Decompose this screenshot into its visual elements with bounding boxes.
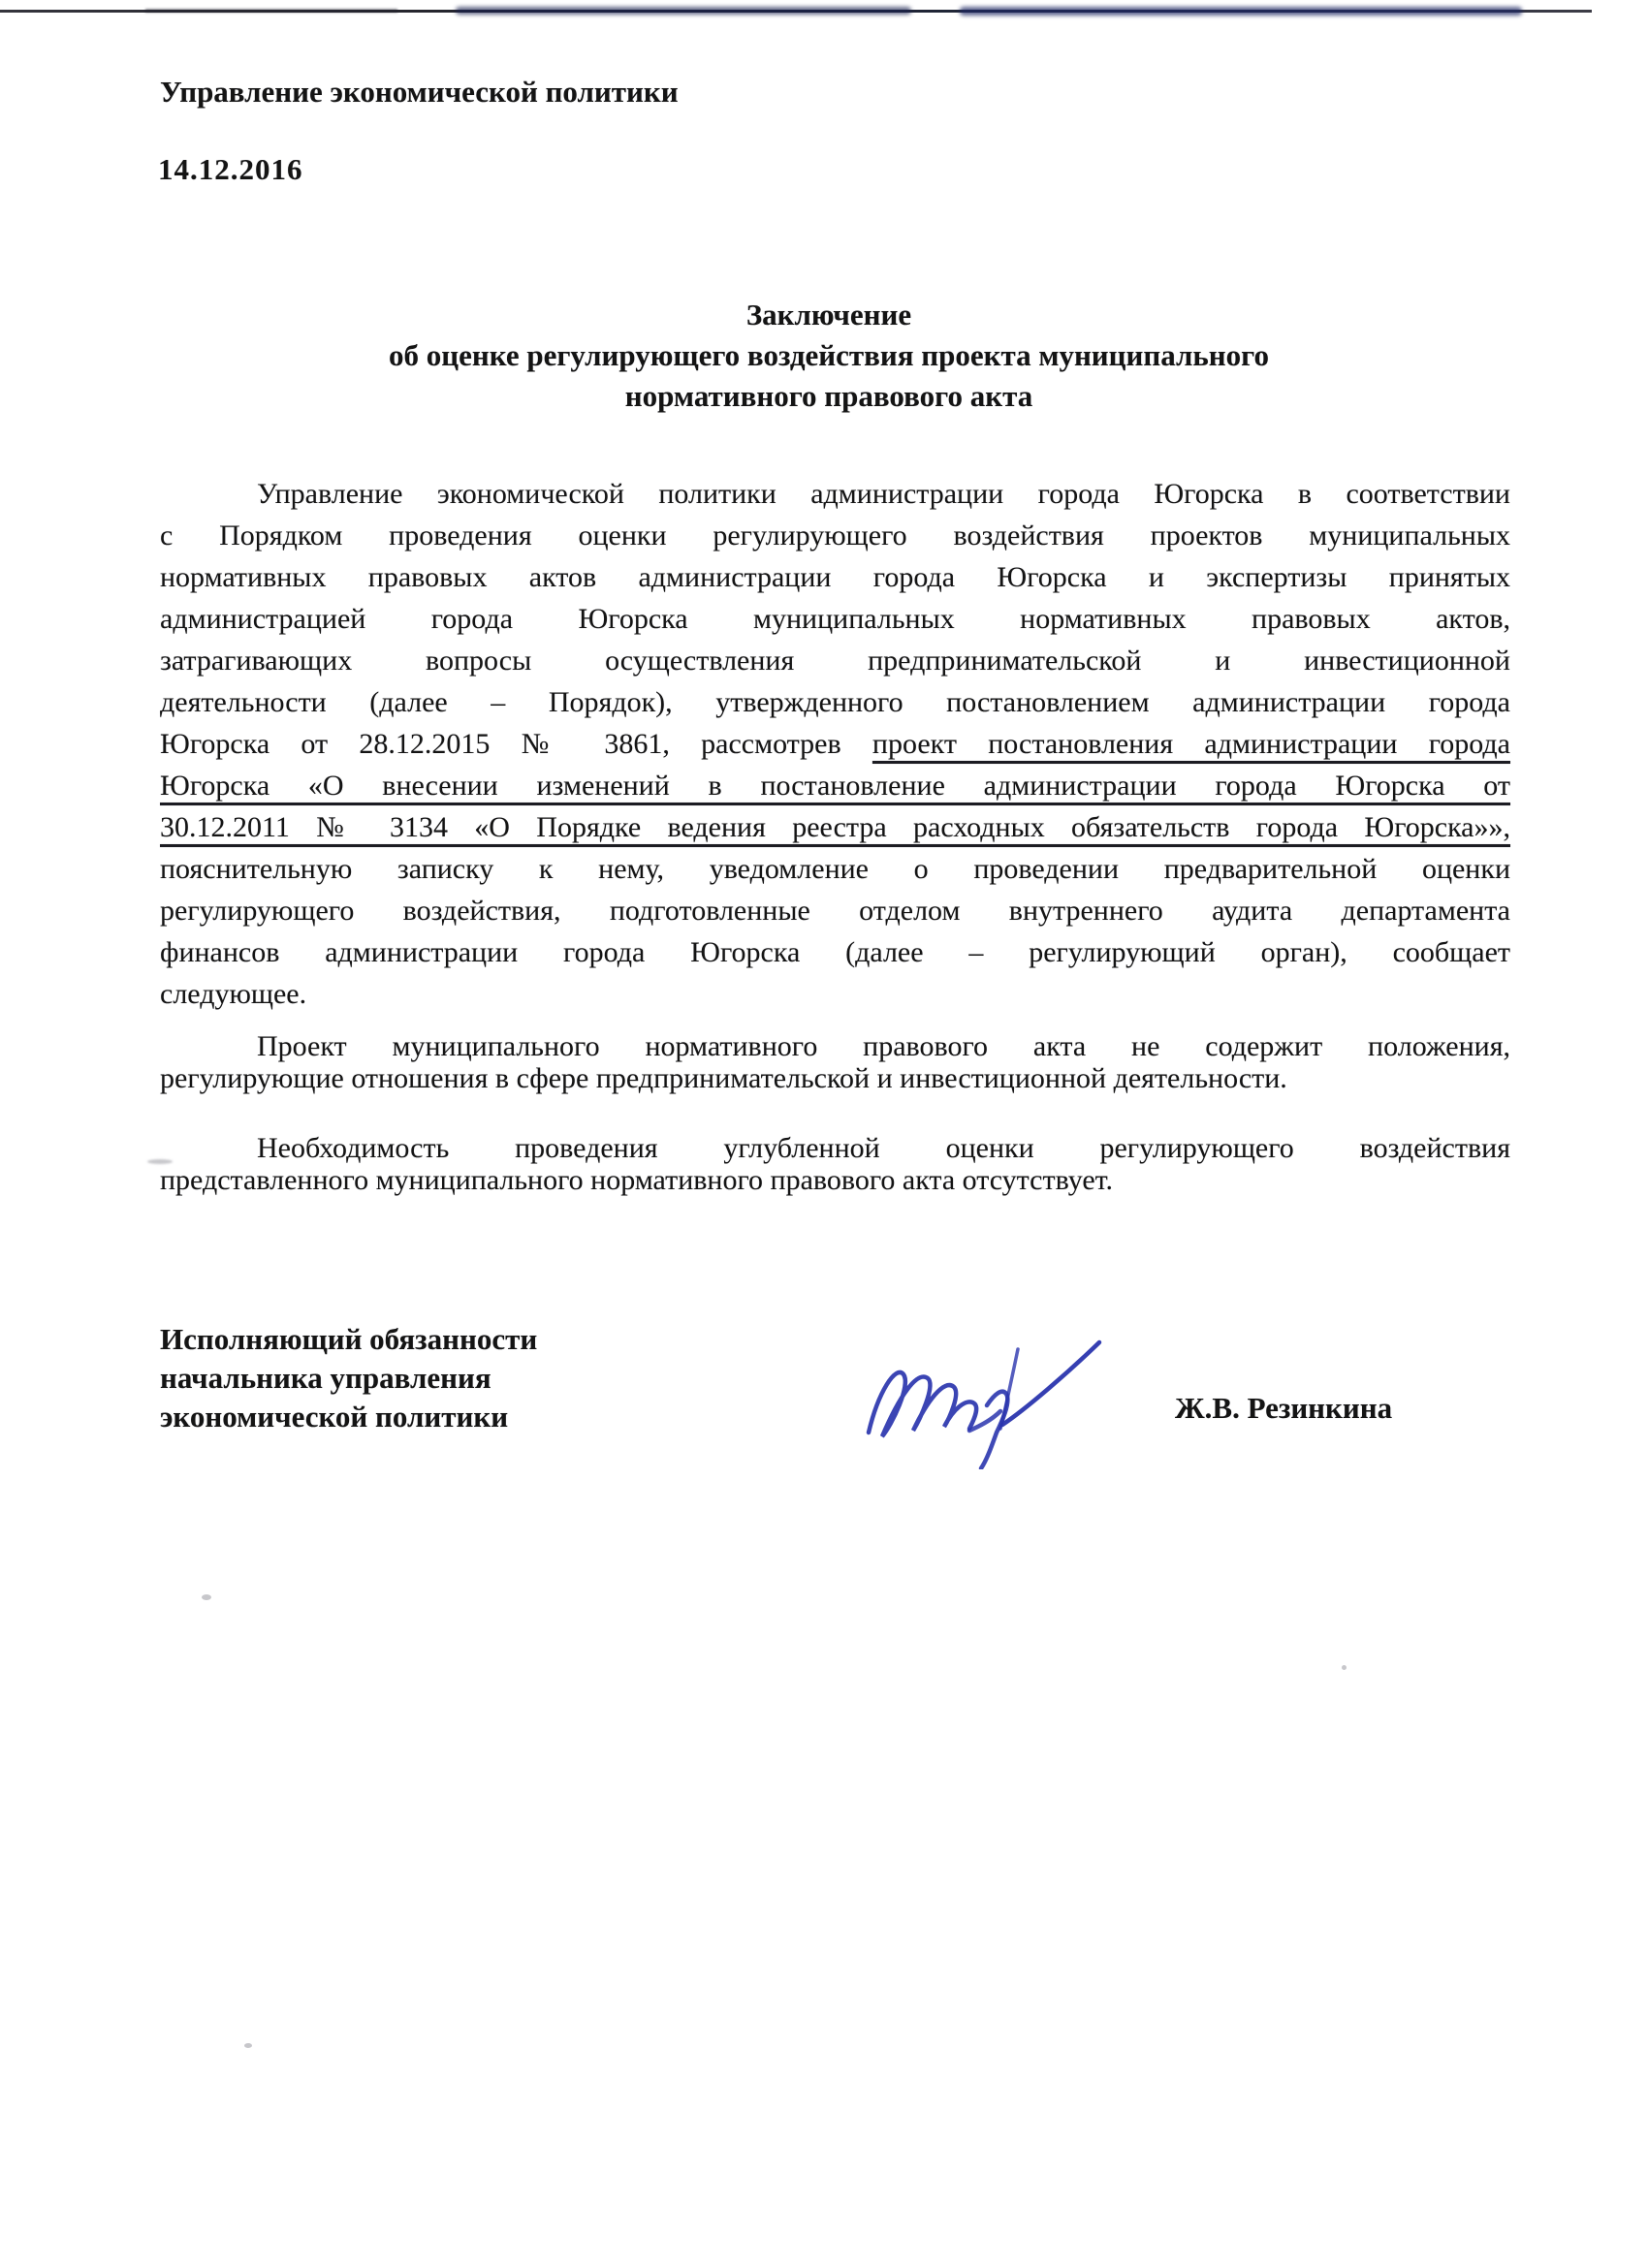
body-line: представленного муниципального нормативного правового акта отсутствует. xyxy=(160,1164,1113,1196)
body-line: финансов администрации города Югорска (далее – регулирующий орган), сообщает xyxy=(160,936,1510,968)
signatory-position xyxy=(160,1320,537,1436)
document-title xyxy=(150,295,1507,417)
title-line: об оценке регулирующего воздействия проекта муниципального xyxy=(389,338,1269,372)
signatory-name: Ж.В. Резинкина xyxy=(1175,1391,1393,1425)
body-line: затрагивающих вопросы осуществления предпринимательской и инвестиционной xyxy=(160,645,1510,677)
handwritten-signature xyxy=(855,1316,1112,1469)
body-line xyxy=(160,765,1510,806)
scan-artifact-smudge xyxy=(456,7,911,15)
body-line xyxy=(160,723,1510,765)
title-line: нормативного правового акта xyxy=(624,379,1033,413)
title-line: Заключение xyxy=(745,298,912,331)
body-line: пояснительную записку к нему, уведомление о проведении предварительной оценки xyxy=(160,853,1510,885)
signatory-position-line: Исполняющий обязанности xyxy=(160,1322,538,1356)
signatory-position-line: начальника управления xyxy=(160,1361,491,1395)
body-line: нормативных правовых актов администрации города Югорска и экспертизы принятых xyxy=(160,561,1510,593)
scan-artifact-smudge xyxy=(960,7,1522,16)
department-header: Управление экономической политики xyxy=(160,75,679,109)
body-line xyxy=(160,806,1510,848)
body-line: администрацией города Югорска муниципальных нормативных правовых актов, xyxy=(160,603,1510,635)
body-line: Проект муниципального нормативного правового акта не содержит положения, xyxy=(257,1030,1510,1062)
paragraph-conclusion-2 xyxy=(160,1132,1510,1196)
signatory-position-line: экономической политики xyxy=(160,1400,509,1433)
body-line: деятельности (далее – Порядок), утвержденного постановлением администрации города xyxy=(160,686,1510,718)
scan-speck xyxy=(202,1594,211,1600)
body-line: следующее. xyxy=(160,978,307,1010)
scan-artifact-smudge xyxy=(145,9,397,13)
body-line: регулирующие отношения в сфере предпринимательской и инвестиционной деятельности. xyxy=(160,1062,1287,1094)
underlined-act-reference: 30.12.2011 № 3134 «О Порядке ведения реестра расходных обязательств города Югорска»», xyxy=(160,811,1510,843)
document-date: 14.12.2016 xyxy=(158,152,303,186)
paragraph-main xyxy=(160,473,1510,1015)
body-line: с Порядком проведения оценки регулирующего воздействия проектов муниципальных xyxy=(160,520,1510,551)
body-line: Необходимость проведения углубленной оценки регулирующего воздействия xyxy=(257,1132,1510,1164)
body-line: регулирующего воздействия, подготовленные отделом внутреннего аудита департамента xyxy=(160,895,1510,927)
underlined-act-reference: проект постановления администрации города xyxy=(872,728,1510,760)
scan-speck xyxy=(244,2043,252,2048)
body-line: Управление экономической политики администрации города Югорска в соответствии xyxy=(257,478,1510,510)
scan-speck xyxy=(1342,1665,1347,1670)
underlined-act-reference: Югорска «О внесении изменений в постановление администрации города Югорска от xyxy=(160,770,1510,802)
body-line-segment: Югорска от 28.12.2015 № 3861, рассмотрев xyxy=(160,728,872,760)
paragraph-conclusion-1 xyxy=(160,1030,1510,1094)
